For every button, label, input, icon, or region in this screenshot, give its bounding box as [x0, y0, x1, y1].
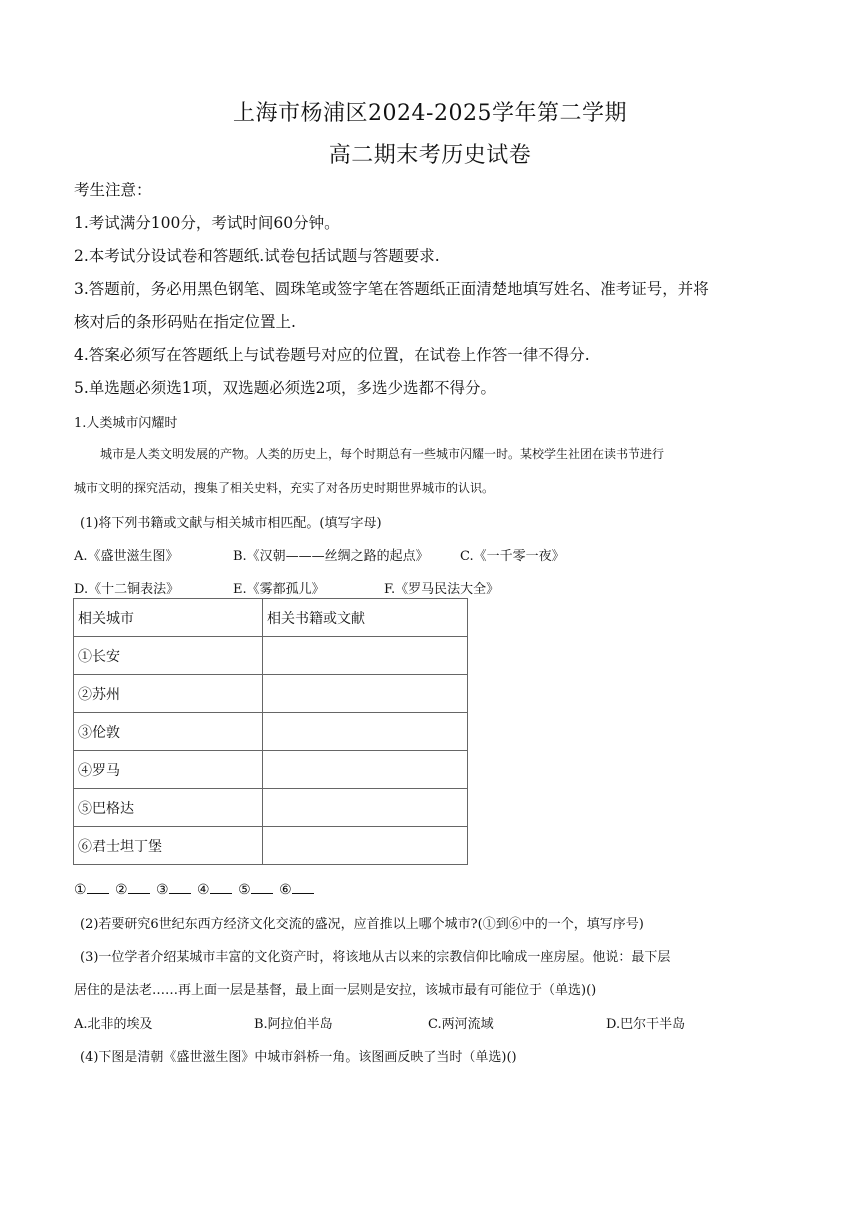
table-row: [74, 789, 468, 827]
answer-blank[interactable]: [128, 879, 150, 894]
city-cell: ②苏州: [74, 675, 263, 713]
table-row: [74, 751, 468, 789]
question-intro: 城市是人类文明发展的产物。人类的历史上，每个时期总有一些城市闪耀一时。某校学生社团在读书节进行: [100, 447, 665, 461]
table-header-row: [74, 599, 468, 637]
table-row: [74, 713, 468, 751]
choice-d: D.巴尔干半岛: [606, 1017, 686, 1032]
city-cell: ④罗马: [74, 751, 263, 789]
choice-a: A.北非的埃及: [74, 1017, 153, 1032]
city-cell: ⑤巴格达: [74, 789, 263, 827]
table-row: [74, 637, 468, 675]
table-header: 相关书籍或文献: [263, 599, 468, 637]
sub-question-4: (4)下图是清朝《盛世滋生图》中城市斜桥一角。该图画反映了当时（单选)(): [80, 1050, 517, 1065]
notice-item: 3.答题前，务必用黑色钢笔、圆珠笔或签字笔在答题纸正面清楚地填写姓名、准考证号，并将: [74, 280, 709, 298]
notice-heading: 考生注意：: [74, 181, 152, 199]
blank-label: ③: [156, 882, 169, 898]
question-intro: 城市文明的探究活动，搜集了相关史料，充实了对各历史时期世界城市的认识。: [74, 481, 495, 495]
sub-question-1: (1)将下列书籍或文献与相关城市相匹配。(填写字母): [80, 516, 382, 531]
option-e: E.《雾都孤儿》: [233, 582, 325, 597]
option-d: D.《十二铜表法》: [74, 582, 180, 597]
option-b: B.《汉朝———丝绸之路的起点》: [233, 549, 429, 564]
answer-cell[interactable]: [263, 713, 468, 751]
sub-question-3: 居住的是法老……再上面一层是基督，最上面一层则是安拉，该城市最有可能位于（单选)(): [74, 983, 597, 998]
answer-cell[interactable]: [263, 789, 468, 827]
matching-table: [73, 598, 468, 865]
answer-cell[interactable]: [263, 827, 468, 865]
answer-cell[interactable]: [263, 751, 468, 789]
option-c: C.《一千零一夜》: [460, 549, 565, 564]
blank-label: ⑤: [238, 882, 251, 898]
sub-question-2: (2)若要研究6世纪东西方经济文化交流的盛况，应首推以上哪个城市?(①到⑥中的一个，填写序号): [80, 917, 644, 932]
city-cell: ①长安: [74, 637, 263, 675]
answer-blank[interactable]: [251, 879, 273, 894]
answer-blank[interactable]: [210, 879, 232, 894]
notice-item: 1.考试满分100分，考试时间60分钟。: [74, 214, 340, 232]
answer-blanks: [74, 879, 316, 898]
notice-item: 2.本考试分设试卷和答题纸.试卷包括试题与答题要求.: [74, 247, 440, 265]
sub-question-3: (3)一位学者介绍某城市丰富的文化资产时，将该地从古以来的宗教信仰比喻成一座房屋。他说：最下层: [80, 950, 671, 965]
answer-blank[interactable]: [292, 879, 314, 894]
notice-item: 5.单选题必须选1项，双选题必须选2项，多选少选都不得分。: [74, 379, 497, 397]
notice-item: 4.答案必须写在答题纸上与试卷题号对应的位置，在试卷上作答一律不得分.: [74, 346, 590, 364]
table-row: [74, 827, 468, 865]
option-f: F.《罗马民法大全》: [384, 582, 500, 597]
answer-cell[interactable]: [263, 637, 468, 675]
blank-label: ⑥: [279, 882, 292, 898]
option-a: A.《盛世滋生图》: [74, 549, 179, 564]
blank-label: ②: [115, 882, 128, 898]
blank-label: ①: [74, 882, 87, 898]
blank-label: ④: [197, 882, 210, 898]
exam-title: 上海市杨浦区2024-2025学年第二学期: [233, 101, 627, 126]
answer-blank[interactable]: [169, 879, 191, 894]
exam-subtitle: 高二期末考历史试卷: [328, 143, 532, 168]
city-cell: ⑥君士坦丁堡: [74, 827, 263, 865]
choice-b: B.阿拉伯半岛: [254, 1017, 333, 1032]
city-cell: ③伦敦: [74, 713, 263, 751]
notice-item: 核对后的条形码贴在指定位置上.: [74, 313, 296, 331]
table-row: [74, 675, 468, 713]
answer-blank[interactable]: [87, 879, 109, 894]
question-title: 1.人类城市闪耀时: [74, 416, 178, 431]
table-header: 相关城市: [74, 599, 263, 637]
answer-cell[interactable]: [263, 675, 468, 713]
choice-c: C.两河流域: [428, 1017, 494, 1032]
